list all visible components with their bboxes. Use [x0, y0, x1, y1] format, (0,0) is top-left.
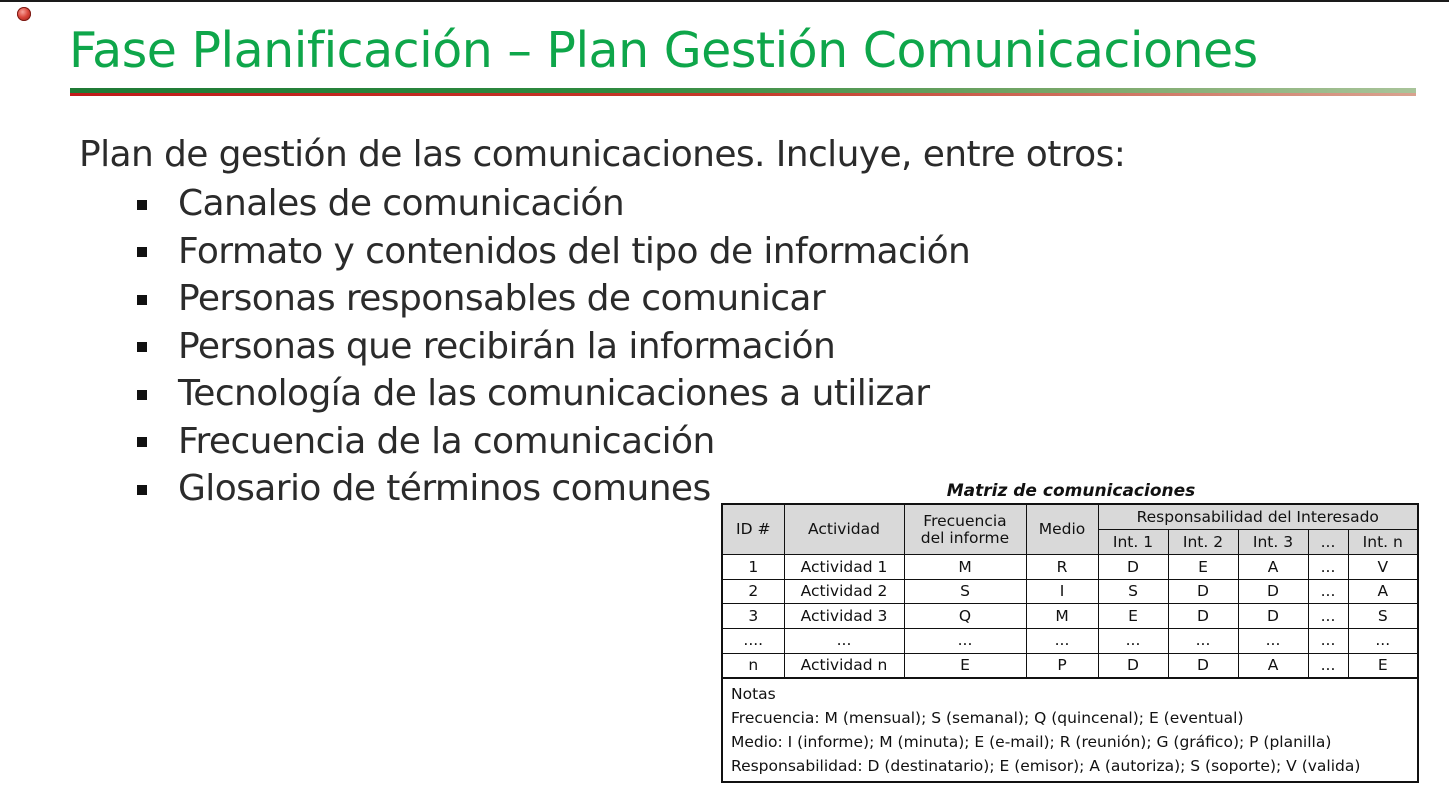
intro-text: Plan de gestión de las comunicaciones. Incluye, entre otros:: [79, 134, 1126, 175]
table-cell: ...: [1308, 555, 1348, 580]
table-cell: A: [1238, 653, 1308, 678]
header-int1: Int. 1: [1098, 530, 1168, 555]
notes-row: [722, 678, 1418, 782]
table-cell: ...: [1348, 628, 1418, 653]
square-bullet-icon: [137, 247, 147, 257]
square-bullet-icon: [137, 342, 147, 352]
notes-cell: [722, 678, 1418, 782]
header-actividad: Actividad: [784, 504, 904, 555]
list-item: [137, 180, 970, 228]
table-row: [722, 579, 1418, 604]
table-cell: ...: [1308, 628, 1348, 653]
bullet-text: Personas responsables de comunicar: [178, 278, 826, 320]
table-cell: 3: [722, 604, 784, 629]
square-bullet-icon: [137, 295, 147, 305]
table-cell: ...: [1098, 628, 1168, 653]
slide-title: Fase Planificación – Plan Gestión Comunicaciones: [69, 22, 1258, 79]
table-row: [722, 653, 1418, 678]
table-cell: E: [1098, 604, 1168, 629]
table-cell: A: [1238, 555, 1308, 580]
square-bullet-icon: [137, 390, 147, 400]
bullet-text: Frecuencia de la comunicación: [178, 420, 715, 462]
list-item: [137, 370, 970, 418]
table-cell: D: [1168, 579, 1238, 604]
table-cell: ...: [1168, 628, 1238, 653]
table-cell: D: [1098, 653, 1168, 678]
table-cell: D: [1168, 604, 1238, 629]
record-indicator-icon: [17, 7, 31, 21]
communications-matrix: [721, 503, 1419, 783]
table-cell: ....: [722, 628, 784, 653]
table-cell: E: [1168, 555, 1238, 580]
header-medio: Medio: [1026, 504, 1098, 555]
table-row: [722, 604, 1418, 629]
table-cell: ...: [1026, 628, 1098, 653]
table-cell: E: [904, 653, 1026, 678]
table-cell: ...: [1308, 604, 1348, 629]
table-cell: Actividad 1: [784, 555, 904, 580]
table-cell: R: [1026, 555, 1098, 580]
table-cell: A: [1348, 579, 1418, 604]
table-cell: ...: [784, 628, 904, 653]
table-cell: ...: [1308, 653, 1348, 678]
bullet-text: Formato y contenidos del tipo de información: [178, 230, 971, 272]
header-ellipsis: ...: [1308, 530, 1348, 555]
table-cell: E: [1348, 653, 1418, 678]
notes-frecuencia: Frecuencia: M (mensual); S (semanal); Q (quincenal); E (eventual): [731, 709, 1244, 727]
bullet-text: Canales de comunicación: [178, 183, 625, 225]
bullet-text: Personas que recibirán la información: [178, 325, 836, 367]
header-intn: Int. n: [1348, 530, 1418, 555]
header-id: ID #: [722, 504, 784, 555]
table-cell: D: [1238, 604, 1308, 629]
list-item: [137, 323, 970, 371]
table-cell: P: [1026, 653, 1098, 678]
header-frecuencia-line2: del informe: [920, 528, 1010, 547]
table-cell: Actividad 3: [784, 604, 904, 629]
table-cell: S: [1348, 604, 1418, 629]
notes-heading: Notas: [731, 685, 776, 703]
table-cell: ...: [1238, 628, 1308, 653]
table-cell: D: [1098, 555, 1168, 580]
table-row: [722, 555, 1418, 580]
table-cell: ...: [1308, 579, 1348, 604]
table-cell: n: [722, 653, 784, 678]
table-cell: S: [1098, 579, 1168, 604]
table-cell: I: [1026, 579, 1098, 604]
header-frecuencia: [904, 504, 1026, 555]
bullet-text: Tecnología de las comunicaciones a utilizar: [178, 373, 930, 415]
table-cell: Q: [904, 604, 1026, 629]
table-cell: Actividad 2: [784, 579, 904, 604]
table-row: [722, 628, 1418, 653]
table-cell: M: [904, 555, 1026, 580]
table-cell: D: [1238, 579, 1308, 604]
matrix-title: Matriz de comunicaciones: [946, 481, 1196, 501]
notes-medio: Medio: I (informe); M (minuta); E (e-mail); R (reunión); G (gráfico); P (planilla): [731, 733, 1332, 751]
notes-responsabilidad: Responsabilidad: D (destinatario); E (emisor); A (autoriza); S (soporte); V (valida): [731, 757, 1361, 775]
list-item: [137, 275, 970, 323]
table-cell: 2: [722, 579, 784, 604]
top-border: [0, 0, 1449, 2]
table-cell: ...: [904, 628, 1026, 653]
header-responsabilidad: Responsabilidad del Interesado: [1098, 504, 1418, 530]
table-cell: 1: [722, 555, 784, 580]
table-cell: V: [1348, 555, 1418, 580]
bullet-list: [137, 180, 970, 513]
table-cell: D: [1168, 653, 1238, 678]
list-item: [137, 228, 970, 276]
table-cell: M: [1026, 604, 1098, 629]
table-cell: Actividad n: [784, 653, 904, 678]
square-bullet-icon: [137, 200, 147, 210]
list-item: [137, 418, 970, 466]
header-int3: Int. 3: [1238, 530, 1308, 555]
square-bullet-icon: [137, 437, 147, 447]
bullet-text: Glosario de términos comunes: [178, 468, 711, 510]
square-bullet-icon: [137, 485, 147, 495]
header-frecuencia-line1: Frecuencia: [923, 512, 1007, 531]
header-int2: Int. 2: [1168, 530, 1238, 555]
table-cell: S: [904, 579, 1026, 604]
title-underline-red: [70, 93, 1416, 96]
